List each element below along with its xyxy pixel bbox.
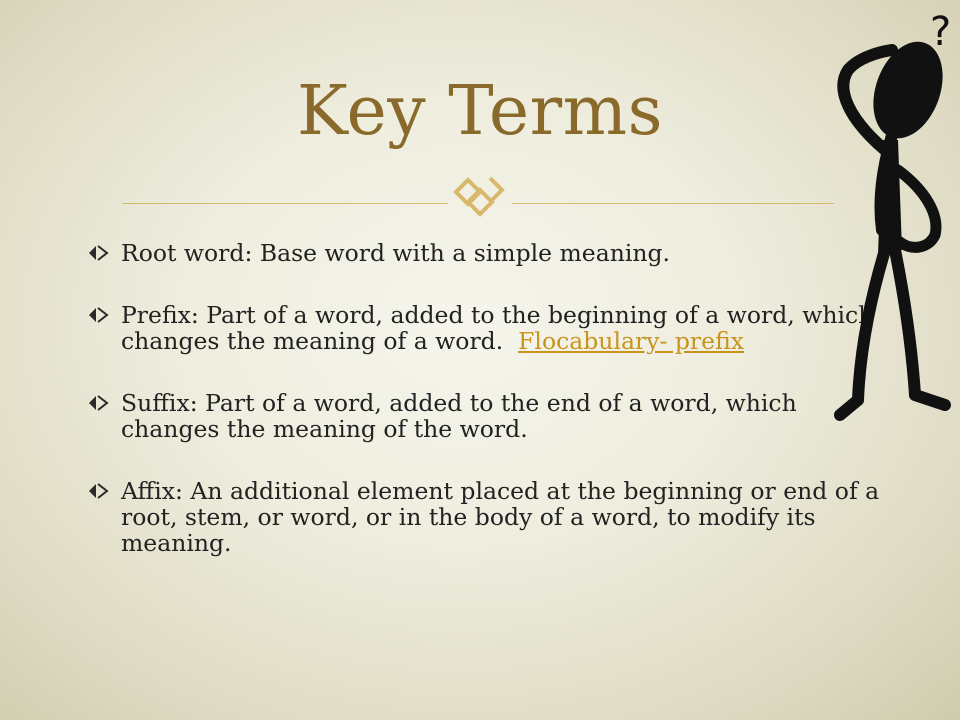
bullet-text: Root word: Base word with a simple meaning. <box>121 239 671 267</box>
bullet-suffix <box>86 390 886 442</box>
bullet-icon <box>86 243 110 263</box>
thinking-stick-figure-icon <box>830 0 960 430</box>
bullet-icon <box>86 305 110 325</box>
bullet-list <box>86 240 886 592</box>
bullet-icon <box>86 481 110 501</box>
bullet-text: Affix: An additional element placed at the beginning or end of a root, stem, or word, or in the body of a word, to modify its meaning. <box>121 477 880 557</box>
ornament-icon <box>450 172 510 222</box>
slide-title: Key Terms <box>297 72 663 151</box>
bullet-text: Prefix: Part of a word, added to the beginning of a word, which changes the meaning of a word. <box>121 301 881 355</box>
flocabulary-prefix-link[interactable]: Flocabulary- prefix <box>518 327 745 355</box>
title-divider-left <box>122 203 448 204</box>
bullet-affix <box>86 478 886 556</box>
question-mark: ? <box>930 9 952 55</box>
title-divider-right <box>512 203 834 204</box>
bullet-root-word <box>86 240 886 266</box>
bullet-text: Suffix: Part of a word, added to the end of a word, which changes the meaning of the word. <box>121 389 797 443</box>
bullet-icon <box>86 393 110 413</box>
bullet-prefix <box>86 302 886 354</box>
